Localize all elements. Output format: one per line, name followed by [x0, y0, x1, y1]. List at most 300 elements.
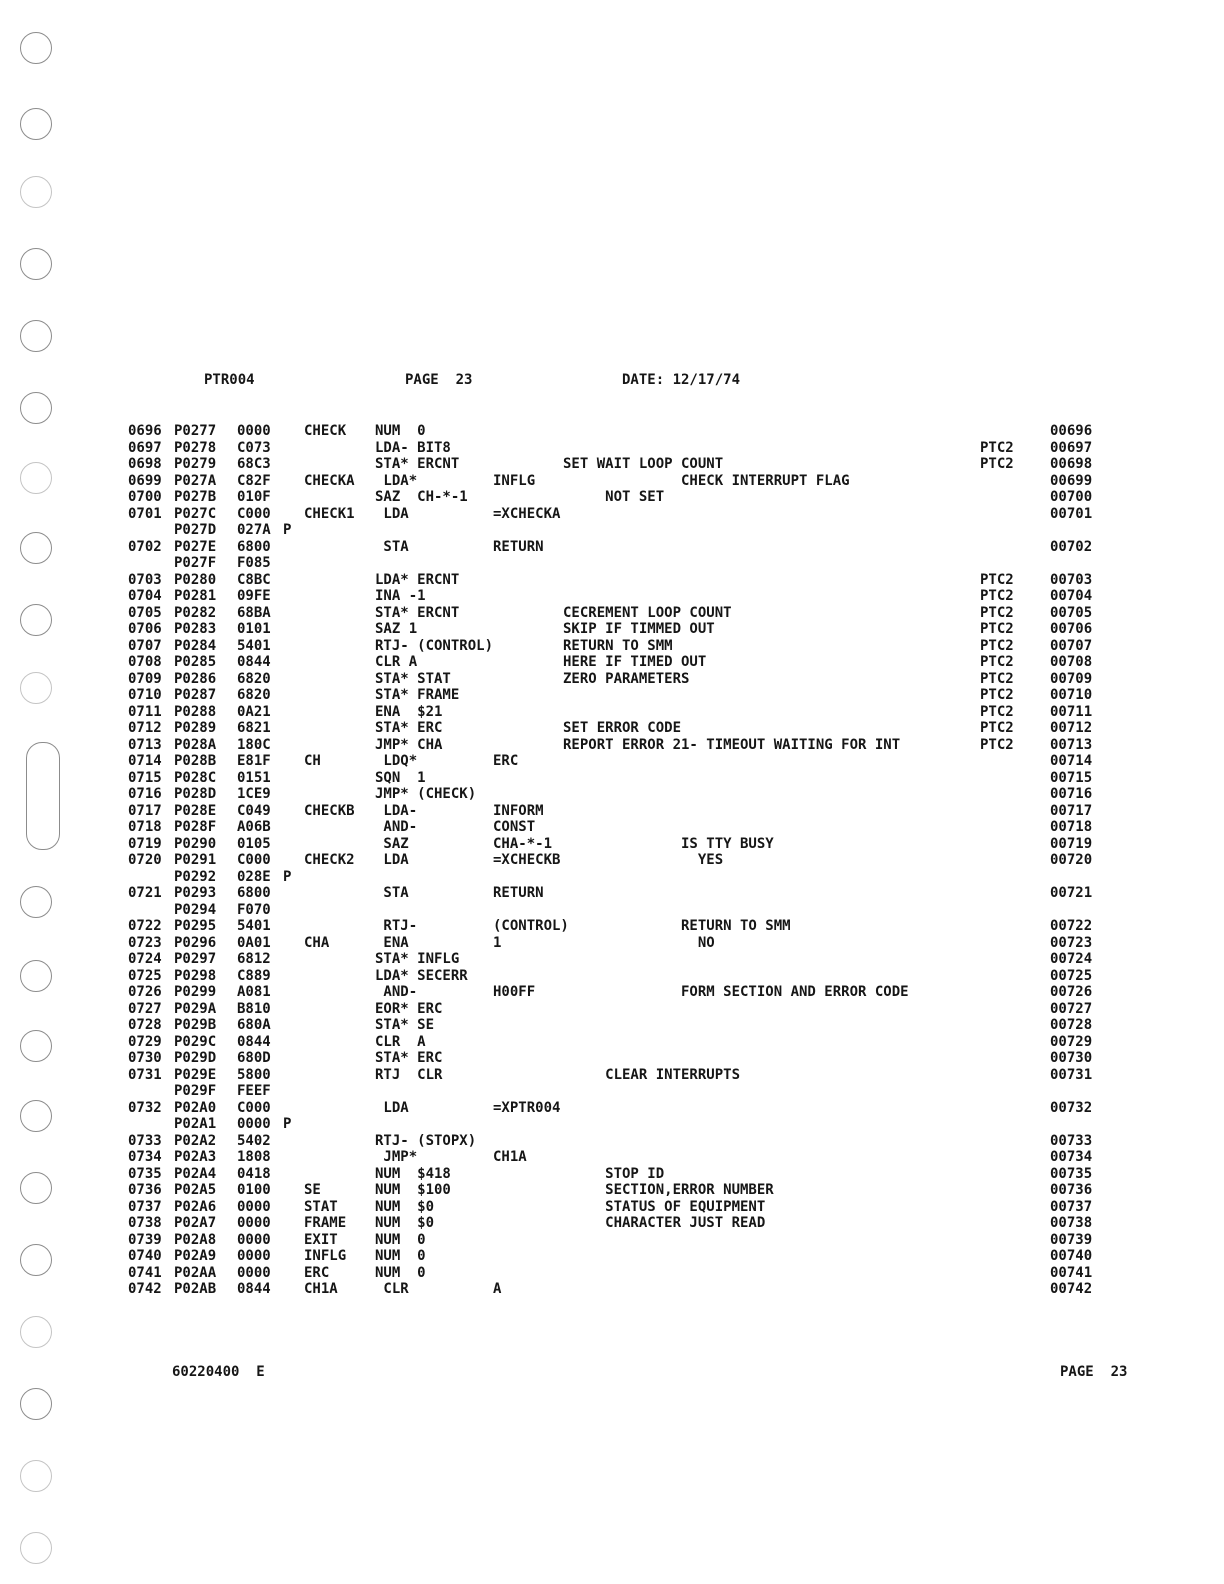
object-code: 6800	[237, 538, 271, 555]
opcode: NUM $0	[375, 1215, 435, 1231]
listing-line	[0, 423, 1224, 440]
address: P0290	[174, 835, 217, 852]
listing-line	[0, 836, 1224, 853]
listing-line	[0, 440, 1224, 457]
line-number: 00719	[1050, 835, 1093, 852]
opcode: SAZ 1	[375, 621, 418, 637]
sequence-number: 0730	[128, 1050, 162, 1066]
object-code: 0844	[237, 1281, 271, 1297]
relocation-flag: P	[283, 1116, 292, 1132]
revision-tag: PTC2	[980, 456, 1014, 472]
address: P02A7	[174, 1215, 217, 1231]
line-number: 00716	[1050, 786, 1093, 802]
sequence-number: 0713	[128, 736, 162, 753]
object-code: 0000	[237, 423, 271, 439]
sequence-number: 0728	[128, 1017, 162, 1033]
line-number: 00735	[1050, 1165, 1093, 1182]
address: P0277	[174, 423, 217, 439]
relocation-flag: P	[283, 522, 292, 538]
sequence-number: 0698	[128, 456, 162, 472]
comment: STOP ID	[563, 1165, 665, 1182]
sequence-number: 0734	[128, 1149, 162, 1165]
object-code: 5800	[237, 1066, 271, 1083]
opcode: NUM 0	[375, 1231, 426, 1248]
listing-line	[0, 572, 1224, 589]
sequence-number: 0721	[128, 885, 162, 901]
label: CHA	[304, 934, 330, 951]
address: P027B	[174, 489, 217, 505]
line-number: 00718	[1050, 819, 1093, 835]
label: ERC	[304, 1264, 330, 1281]
address: P0294	[174, 901, 217, 918]
listing-line	[0, 1215, 1224, 1232]
object-code: C889	[237, 967, 271, 984]
line-number: 00699	[1050, 472, 1093, 489]
revision-tag: PTC2	[980, 720, 1014, 736]
line-number: 00736	[1050, 1182, 1093, 1198]
label: EXIT	[304, 1231, 338, 1248]
object-code: 0418	[237, 1165, 271, 1182]
sequence-number: 0722	[128, 918, 162, 934]
object-code: 0844	[237, 1033, 271, 1050]
line-number: 00696	[1050, 423, 1093, 439]
object-code: 027A	[237, 522, 271, 538]
listing-line	[0, 786, 1224, 803]
comment: CHECK INTERRUPT FLAG	[563, 472, 850, 489]
opcode: SQN 1	[375, 769, 426, 786]
sequence-number: 0696	[128, 423, 162, 439]
listing-line	[0, 1281, 1224, 1298]
sequence-number: 0738	[128, 1215, 162, 1231]
label: CHECKB	[304, 802, 355, 819]
object-code: 6821	[237, 720, 271, 736]
listing-line	[0, 1001, 1224, 1018]
listing-line	[0, 968, 1224, 985]
line-number: 00722	[1050, 918, 1093, 934]
object-code: C000	[237, 505, 271, 522]
address: P02AB	[174, 1281, 217, 1297]
punch-hole	[20, 320, 52, 352]
line-number: 00739	[1050, 1231, 1093, 1248]
sequence-number: 0716	[128, 786, 162, 802]
object-code: 0151	[237, 769, 271, 786]
object-code: 0A01	[237, 934, 271, 951]
address: P027E	[174, 538, 217, 555]
object-code: 0000	[237, 1116, 271, 1132]
operand: RETURN	[493, 538, 544, 555]
object-code: 1808	[237, 1149, 271, 1165]
address: P0281	[174, 588, 217, 604]
line-number: 00717	[1050, 802, 1093, 819]
listing-line	[0, 1248, 1224, 1265]
address: P0289	[174, 720, 217, 736]
sequence-number: 0714	[128, 753, 162, 769]
address: P027A	[174, 472, 217, 489]
object-code: F085	[237, 555, 271, 571]
object-code: B810	[237, 1000, 271, 1017]
opcode: LDA	[375, 505, 409, 522]
opcode: STA* FRAME	[375, 687, 460, 703]
listing-line	[0, 506, 1224, 523]
opcode: STA* ERCNT	[375, 604, 460, 621]
address: P0288	[174, 703, 217, 720]
address: P029C	[174, 1033, 217, 1050]
sequence-number: 0736	[128, 1182, 162, 1198]
line-number: 00710	[1050, 687, 1093, 703]
listing-line	[0, 1017, 1224, 1034]
sequence-number: 0707	[128, 637, 162, 654]
label: CHECK	[304, 423, 347, 439]
opcode: CLR	[375, 1281, 409, 1297]
revision-tag: PTC2	[980, 439, 1014, 456]
address: P0282	[174, 604, 217, 621]
comment: ZERO PARAMETERS	[563, 670, 690, 687]
address: P0298	[174, 967, 217, 984]
address: P0278	[174, 439, 217, 456]
listing-line	[0, 852, 1224, 869]
line-number: 00704	[1050, 588, 1093, 604]
opcode: NUM 0	[375, 1264, 426, 1281]
line-number: 00740	[1050, 1248, 1093, 1264]
opcode: RTJ- (CONTROL)	[375, 637, 494, 654]
comment: YES	[563, 852, 724, 868]
line-number: 00707	[1050, 637, 1093, 654]
address: P027D	[174, 522, 217, 538]
label: CH	[304, 753, 321, 769]
opcode: LDA* SECERR	[375, 967, 468, 984]
opcode: STA* SE	[375, 1017, 435, 1033]
sequence-number: 0739	[128, 1231, 162, 1248]
object-code: E81F	[237, 753, 271, 769]
comment: NO	[563, 934, 715, 951]
label: SE	[304, 1182, 321, 1198]
object-code: 6800	[237, 885, 271, 901]
sequence-number: 0732	[128, 1099, 162, 1116]
sequence-number: 0706	[128, 621, 162, 637]
operand: 1	[493, 934, 502, 951]
object-code: C049	[237, 802, 271, 819]
address: P02A9	[174, 1248, 217, 1264]
address: P0287	[174, 687, 217, 703]
address: P027C	[174, 505, 217, 522]
comment: SET ERROR CODE	[563, 720, 682, 736]
opcode: NUM 0	[375, 423, 426, 439]
line-number: 00730	[1050, 1050, 1093, 1066]
address: P0280	[174, 571, 217, 588]
opcode: STA* INFLG	[375, 951, 460, 967]
label: CHECK2	[304, 852, 355, 868]
opcode: CLR A	[375, 1033, 426, 1050]
revision-tag: PTC2	[980, 703, 1014, 720]
line-number: 00711	[1050, 703, 1093, 720]
listing-line	[0, 935, 1224, 952]
opcode: SAZ CH-*-1	[375, 489, 468, 505]
address: P0296	[174, 934, 217, 951]
object-code: 0000	[237, 1248, 271, 1264]
operand: H00FF	[493, 984, 536, 1000]
sequence-number: 0735	[128, 1165, 162, 1182]
label: STAT	[304, 1198, 338, 1215]
revision-tag: PTC2	[980, 604, 1014, 621]
sequence-number: 0740	[128, 1248, 162, 1264]
address: P0295	[174, 918, 217, 934]
comment: RETURN TO SMM	[563, 918, 791, 934]
opcode: NUM $100	[375, 1182, 451, 1198]
punch-hole	[20, 1532, 52, 1564]
line-number: 00721	[1050, 885, 1093, 901]
opcode: STA	[375, 885, 409, 901]
listing-line	[0, 522, 1224, 539]
address: P0291	[174, 852, 217, 868]
comment: IS TTY BUSY	[563, 835, 774, 852]
sequence-number: 0709	[128, 670, 162, 687]
address: P027F	[174, 555, 217, 571]
opcode: LDQ*	[375, 753, 418, 769]
opcode: EOR* ERC	[375, 1000, 443, 1017]
punch-hole	[20, 176, 52, 208]
punch-hole	[20, 1316, 52, 1348]
line-number: 00725	[1050, 967, 1093, 984]
listing-line	[0, 1067, 1224, 1084]
opcode: NUM $418	[375, 1165, 451, 1182]
listing-line	[0, 720, 1224, 737]
line-number: 00742	[1050, 1281, 1093, 1297]
listing-line	[0, 918, 1224, 935]
opcode: STA* STAT	[375, 670, 451, 687]
operand: ERC	[493, 753, 519, 769]
sequence-number: 0737	[128, 1198, 162, 1215]
punch-hole	[20, 248, 52, 280]
listing-line	[0, 621, 1224, 638]
program-name: PTR004	[204, 372, 255, 388]
object-code: C82F	[237, 472, 271, 489]
listing-line	[0, 671, 1224, 688]
listing-line	[0, 1199, 1224, 1216]
sequence-number: 0715	[128, 769, 162, 786]
comment: RETURN TO SMM	[563, 637, 673, 654]
object-code: 0000	[237, 1198, 271, 1215]
listing-line	[0, 1232, 1224, 1249]
sequence-number: 0717	[128, 802, 162, 819]
object-code: 0A21	[237, 703, 271, 720]
line-number: 00724	[1050, 951, 1093, 967]
address: P028C	[174, 769, 217, 786]
line-number: 00709	[1050, 670, 1093, 687]
object-code: 0100	[237, 1182, 271, 1198]
object-code: A081	[237, 984, 271, 1000]
sequence-number: 0742	[128, 1281, 162, 1297]
object-code: 0844	[237, 654, 271, 670]
address: P0293	[174, 885, 217, 901]
opcode: RTJ CLR	[375, 1066, 443, 1083]
object-code: C000	[237, 1099, 271, 1116]
footer-page-number: PAGE 23	[1060, 1364, 1128, 1380]
opcode: RTJ- (STOPX)	[375, 1132, 477, 1149]
revision-tag: PTC2	[980, 736, 1014, 753]
sequence-number: 0718	[128, 819, 162, 835]
sequence-number: 0723	[128, 934, 162, 951]
opcode: STA* ERCNT	[375, 456, 460, 472]
object-code: C000	[237, 852, 271, 868]
sequence-number: 0710	[128, 687, 162, 703]
opcode: JMP* CHA	[375, 736, 443, 753]
listing-line	[0, 1149, 1224, 1166]
revision-tag: PTC2	[980, 621, 1014, 637]
sequence-number: 0720	[128, 852, 162, 868]
object-code: 010F	[237, 489, 271, 505]
line-number: 00714	[1050, 753, 1093, 769]
line-number: 00729	[1050, 1033, 1093, 1050]
object-code: C073	[237, 439, 271, 456]
address: P02A1	[174, 1116, 217, 1132]
listing-line	[0, 819, 1224, 836]
address: P028A	[174, 736, 217, 753]
line-number: 00741	[1050, 1264, 1093, 1281]
comment: SET WAIT LOOP COUNT	[563, 456, 724, 472]
line-number: 00737	[1050, 1198, 1093, 1215]
object-code: 180C	[237, 736, 271, 753]
object-code: C8BC	[237, 571, 271, 588]
listing-line	[0, 902, 1224, 919]
comment: HERE IF TIMED OUT	[563, 654, 707, 670]
relocation-flag: P	[283, 868, 292, 885]
listing-line	[0, 588, 1224, 605]
operand: INFLG	[493, 472, 536, 489]
listing-line	[0, 803, 1224, 820]
address: P0283	[174, 621, 217, 637]
address: P02AA	[174, 1264, 217, 1281]
sequence-number: 0705	[128, 604, 162, 621]
address: P029E	[174, 1066, 217, 1083]
sequence-number: 0711	[128, 703, 162, 720]
revision-tag: PTC2	[980, 588, 1014, 604]
line-number: 00738	[1050, 1215, 1093, 1231]
operand: =XCHECKA	[493, 505, 561, 522]
sequence-number: 0729	[128, 1033, 162, 1050]
object-code: 0000	[237, 1264, 271, 1281]
opcode: STA* ERC	[375, 720, 443, 736]
listing-line	[0, 770, 1224, 787]
listing-line	[0, 737, 1224, 754]
listing-line	[0, 638, 1224, 655]
listing-line	[0, 1050, 1224, 1067]
address: P029B	[174, 1017, 217, 1033]
listing-line	[0, 1166, 1224, 1183]
comment: REPORT ERROR 21- TIMEOUT WAITING FOR INT	[563, 736, 901, 753]
listing-line	[0, 1182, 1224, 1199]
comment: FORM SECTION AND ERROR CODE	[563, 984, 909, 1000]
listing-line	[0, 555, 1224, 572]
operand: CH1A	[493, 1149, 527, 1165]
opcode: SAZ	[375, 835, 409, 852]
line-number: 00702	[1050, 538, 1093, 555]
operand: (CONTROL)	[493, 918, 569, 934]
listing-line	[0, 539, 1224, 556]
object-code: 68BA	[237, 604, 271, 621]
operand: A	[493, 1281, 502, 1297]
object-code: 0000	[237, 1231, 271, 1248]
object-code: 5401	[237, 637, 271, 654]
sequence-number: 0726	[128, 984, 162, 1000]
line-number: 00734	[1050, 1149, 1093, 1165]
opcode: AND-	[375, 819, 418, 835]
object-code: 5401	[237, 918, 271, 934]
opcode: RTJ-	[375, 918, 418, 934]
address: P029D	[174, 1050, 217, 1066]
sequence-number: 0701	[128, 505, 162, 522]
sequence-number: 0708	[128, 654, 162, 670]
revision-tag: PTC2	[980, 670, 1014, 687]
sequence-number: 0712	[128, 720, 162, 736]
address: P028B	[174, 753, 217, 769]
address: P02A0	[174, 1099, 217, 1116]
sequence-number: 0704	[128, 588, 162, 604]
punch-hole	[20, 32, 52, 64]
operand: RETURN	[493, 885, 544, 901]
line-number: 00705	[1050, 604, 1093, 621]
sequence-number: 0724	[128, 951, 162, 967]
opcode: CLR A	[375, 654, 418, 670]
revision-tag: PTC2	[980, 637, 1014, 654]
address: P02A6	[174, 1198, 217, 1215]
comment: SECTION,ERROR NUMBER	[563, 1182, 774, 1198]
address: P0299	[174, 984, 217, 1000]
listing-line	[0, 456, 1224, 473]
print-date: DATE: 12/17/74	[622, 372, 741, 388]
address: P029F	[174, 1083, 217, 1099]
address: P02A2	[174, 1132, 217, 1149]
punch-hole	[20, 108, 52, 140]
address: P028E	[174, 802, 217, 819]
sequence-number: 0700	[128, 489, 162, 505]
opcode: NUM 0	[375, 1248, 426, 1264]
address: P0284	[174, 637, 217, 654]
listing-line	[0, 885, 1224, 902]
line-number: 00732	[1050, 1099, 1093, 1116]
sequence-number: 0699	[128, 472, 162, 489]
listing-line	[0, 869, 1224, 886]
object-code: 68C3	[237, 456, 271, 472]
assembly-listing	[0, 423, 1224, 1298]
label: CHECK1	[304, 505, 355, 522]
object-code: A06B	[237, 819, 271, 835]
address: P028D	[174, 786, 217, 802]
comment: CLEAR INTERRUPTS	[563, 1066, 741, 1083]
label: INFLG	[304, 1248, 347, 1264]
listing-line	[0, 704, 1224, 721]
page-footer	[0, 1364, 1224, 1384]
address: P0297	[174, 951, 217, 967]
listing-line	[0, 1116, 1224, 1133]
listing-line	[0, 1133, 1224, 1150]
operand: CONST	[493, 819, 536, 835]
document-number: 60220400 E	[172, 1364, 265, 1380]
listing-line	[0, 951, 1224, 968]
sequence-number: 0741	[128, 1264, 162, 1281]
opcode: ENA $21	[375, 703, 443, 720]
opcode: LDA- BIT8	[375, 439, 451, 456]
opcode: LDA	[375, 1099, 409, 1116]
opcode: STA* ERC	[375, 1050, 443, 1066]
object-code: 09FE	[237, 588, 271, 604]
line-number: 00731	[1050, 1066, 1093, 1083]
address: P02A3	[174, 1149, 217, 1165]
operand: INFORM	[493, 802, 544, 819]
comment: STATUS OF EQUIPMENT	[563, 1198, 766, 1215]
sequence-number: 0725	[128, 967, 162, 984]
sequence-number: 0702	[128, 538, 162, 555]
object-code: 6820	[237, 670, 271, 687]
